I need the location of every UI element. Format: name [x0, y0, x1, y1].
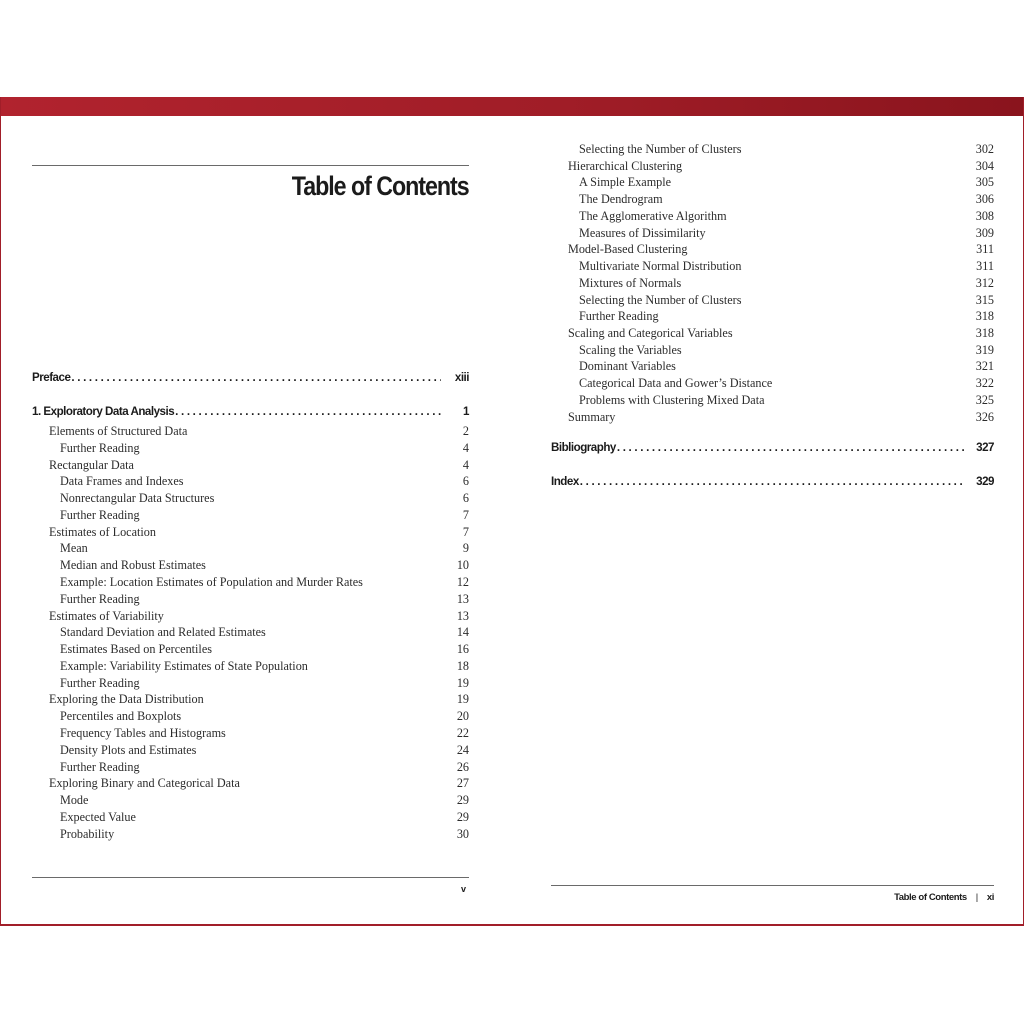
toc-entry-title: Model-Based Clustering — [568, 242, 688, 257]
toc-entry-page: 24 — [456, 742, 469, 757]
footer-rule — [551, 885, 994, 886]
toc-entry-title: Scaling and Categorical Variables — [568, 326, 733, 341]
toc-entry-page: 311 — [976, 242, 994, 257]
toc-entry — [60, 760, 469, 777]
toc-entry — [579, 175, 994, 192]
page-title: Table of Contents — [292, 171, 469, 201]
toc-entry-page: 302 — [975, 142, 994, 156]
toc-entry — [60, 726, 469, 743]
toc-entry-title: Measures of Dissimilarity — [579, 225, 706, 240]
toc-entry-title: Selecting the Number of Clusters — [579, 142, 742, 156]
toc-entry-page: 19 — [456, 675, 469, 690]
toc-entry — [60, 810, 469, 827]
left-page — [1, 116, 513, 924]
toc-entry-title: Standard Deviation and Related Estimates — [60, 625, 266, 640]
toc-entry-page: 315 — [975, 292, 994, 307]
toc-entry-title: The Dendrogram — [579, 192, 663, 207]
toc-entry — [579, 142, 994, 159]
toc-entry-page: 27 — [456, 776, 469, 791]
toc-entry — [60, 709, 469, 726]
toc-entry-page: 311 — [976, 259, 994, 274]
toc-entry — [579, 343, 994, 360]
toc-entry-title: Expected Value — [60, 809, 136, 824]
toc-entry-page: 30 — [456, 826, 469, 841]
toc-entry-title: Nonrectangular Data Structures — [60, 491, 215, 506]
toc-entry-page: 312 — [975, 275, 994, 290]
toc-entry-page: 308 — [975, 208, 994, 223]
toc-entry-page: 7 — [462, 524, 469, 539]
footer-rule — [32, 877, 469, 878]
toc-entry-title: Index — [551, 475, 579, 488]
toc-entry — [32, 405, 469, 422]
toc-entry — [60, 508, 469, 525]
toc-entry-title: Probability — [60, 826, 115, 841]
toc-entry-title: 1. Exploratory Data Analysis — [32, 405, 175, 418]
toc-entry-title: The Agglomerative Algorithm — [579, 208, 727, 223]
toc-entry — [60, 676, 469, 693]
running-foot-title: Table of Contents — [894, 892, 967, 903]
toc-entry — [568, 326, 994, 343]
toc-entry-title: Further Reading — [60, 759, 140, 774]
toc-entry-title: Exploring Binary and Categorical Data — [49, 776, 240, 791]
toc-entry-title: Mode — [60, 793, 89, 808]
toc-entry-page: 319 — [975, 342, 994, 357]
toc-entry-page: 7 — [462, 507, 469, 522]
toc-entry — [60, 474, 469, 491]
toc-entry — [579, 209, 994, 226]
toc-entry-page: 16 — [456, 642, 469, 657]
toc-entry — [579, 259, 994, 276]
toc-entry-title: Hierarchical Clustering — [568, 158, 683, 173]
toc-entry — [60, 558, 469, 575]
toc-entry-page: 318 — [975, 309, 994, 324]
toc-entry-title: Data Frames and Indexes — [60, 474, 184, 489]
toc-entry-title: A Simple Example — [579, 175, 672, 190]
toc-entry-title: Frequency Tables and Histograms — [60, 726, 226, 741]
toc-entry-page: 10 — [456, 558, 469, 573]
toc-entry — [60, 441, 469, 458]
toc-entry-title: Rectangular Data — [49, 457, 134, 472]
toc-entry — [568, 410, 994, 427]
toc-entry-page: xiii — [454, 371, 469, 384]
toc-entry-title: Density Plots and Estimates — [60, 742, 197, 757]
toc-entry-title: Further Reading — [60, 591, 140, 606]
toc-entry-title: Summary — [568, 409, 616, 424]
page-number: v — [461, 884, 467, 894]
running-footer — [894, 892, 994, 903]
dot-leader — [71, 371, 441, 384]
toc-entry-title: Further Reading — [60, 507, 140, 522]
toc-entry — [60, 793, 469, 810]
toc-entry-title: Scaling the Variables — [579, 342, 682, 357]
toc-entry-page: 6 — [462, 491, 469, 506]
toc-entry — [579, 276, 994, 293]
toc-entry — [60, 575, 469, 592]
toc-entry — [60, 743, 469, 760]
toc-entry — [579, 309, 994, 326]
toc-entry — [579, 359, 994, 376]
toc-entry-page: 304 — [975, 158, 994, 173]
toc-entry-page: 6 — [462, 474, 469, 489]
toc-entry-title: Further Reading — [579, 309, 659, 324]
toc-entry-title: Dominant Variables — [579, 359, 676, 374]
toc-entry-title: Estimates Based on Percentiles — [60, 642, 212, 657]
toc-entry-title: Exploring the Data Distribution — [49, 692, 204, 707]
dot-leader — [617, 441, 966, 454]
toc-entry-page: 305 — [975, 175, 994, 190]
toc-entry — [49, 424, 469, 441]
toc-entry-page: 19 — [456, 692, 469, 707]
toc-entry — [579, 192, 994, 209]
toc-entry-title: Preface — [32, 371, 71, 384]
toc-entry-title: Selecting the Number of Clusters — [579, 292, 742, 307]
toc-entry-page: 14 — [456, 625, 469, 640]
header-color-band — [1, 97, 1023, 116]
toc-entry-title: Median and Robust Estimates — [60, 558, 206, 573]
toc-entry-title: Estimates of Location — [49, 524, 156, 539]
right-page — [513, 116, 1024, 924]
toc-entry-page: 18 — [456, 658, 469, 673]
toc-entry-page: 12 — [456, 575, 469, 590]
toc-entry — [568, 242, 994, 259]
dot-leader — [580, 475, 966, 488]
toc-entry — [60, 642, 469, 659]
toc-entry — [60, 827, 469, 844]
toc-entry — [551, 475, 994, 492]
toc-entry-page: 4 — [462, 440, 469, 455]
toc-entry-title: Mixtures of Normals — [579, 275, 682, 290]
toc-entry-page: 22 — [456, 726, 469, 741]
toc-entry — [49, 692, 469, 709]
toc-entry-page: 9 — [462, 541, 469, 556]
toc-entry — [551, 441, 994, 458]
toc-entry-page: 29 — [456, 793, 469, 808]
toc-entry-page: 13 — [456, 608, 469, 623]
toc-entry-page: 325 — [975, 392, 994, 407]
toc-entry — [49, 458, 469, 475]
toc-entry — [60, 659, 469, 676]
title-rule — [32, 165, 469, 166]
toc-entry — [568, 159, 994, 176]
toc-entry-page: 329 — [976, 475, 994, 488]
toc-entry — [579, 376, 994, 393]
toc-entry-title: Elements of Structured Data — [49, 424, 188, 438]
toc-entry-page: 318 — [975, 326, 994, 341]
toc-entry — [60, 625, 469, 642]
toc-entry — [579, 393, 994, 410]
toc-entry-page: 29 — [456, 809, 469, 824]
footer-separator: | — [975, 892, 978, 903]
toc-entry — [49, 525, 469, 542]
dot-leader — [175, 405, 441, 418]
toc-entry-page: 20 — [456, 709, 469, 724]
toc-entry-page: 306 — [975, 192, 994, 207]
toc-entry-page: 326 — [975, 409, 994, 424]
toc-entry — [60, 592, 469, 609]
toc-entry-title: Example: Location Estimates of Population and Murder Rates — [60, 575, 363, 590]
toc-entry-title: Multivariate Normal Distribution — [579, 259, 742, 274]
toc-entry-title: Percentiles and Boxplots — [60, 709, 182, 724]
book-spread — [0, 97, 1024, 926]
toc-entry-page: 1 — [463, 405, 469, 418]
toc-entry-page: 327 — [976, 441, 994, 454]
toc-entry — [579, 293, 994, 310]
toc-entry-title: Problems with Clustering Mixed Data — [579, 392, 765, 407]
toc-entry-title: Estimates of Variability — [49, 608, 164, 623]
toc-entry — [32, 371, 469, 388]
toc-entry-page: 309 — [975, 225, 994, 240]
toc-entry — [60, 491, 469, 508]
toc-entry — [579, 226, 994, 243]
toc-entry — [60, 541, 469, 558]
page-number: xi — [986, 892, 994, 903]
toc-entry-title: Bibliography — [551, 441, 616, 454]
toc-entry-title: Further Reading — [60, 440, 140, 455]
toc-entry-page: 13 — [456, 591, 469, 606]
toc-entry — [49, 609, 469, 626]
toc-entry — [49, 776, 469, 793]
toc-entry-title: Further Reading — [60, 675, 140, 690]
toc-entry-page: 321 — [975, 359, 994, 374]
toc-entry-title: Mean — [60, 541, 88, 556]
toc-entry-title: Example: Variability Estimates of State Population — [60, 658, 308, 673]
toc-entry-page: 26 — [456, 759, 469, 774]
toc-entry-title: Categorical Data and Gower’s Distance — [579, 376, 773, 391]
toc-entry-page: 322 — [975, 376, 994, 391]
toc-entry-page: 4 — [462, 457, 469, 472]
toc-entry-page: 2 — [462, 424, 469, 438]
